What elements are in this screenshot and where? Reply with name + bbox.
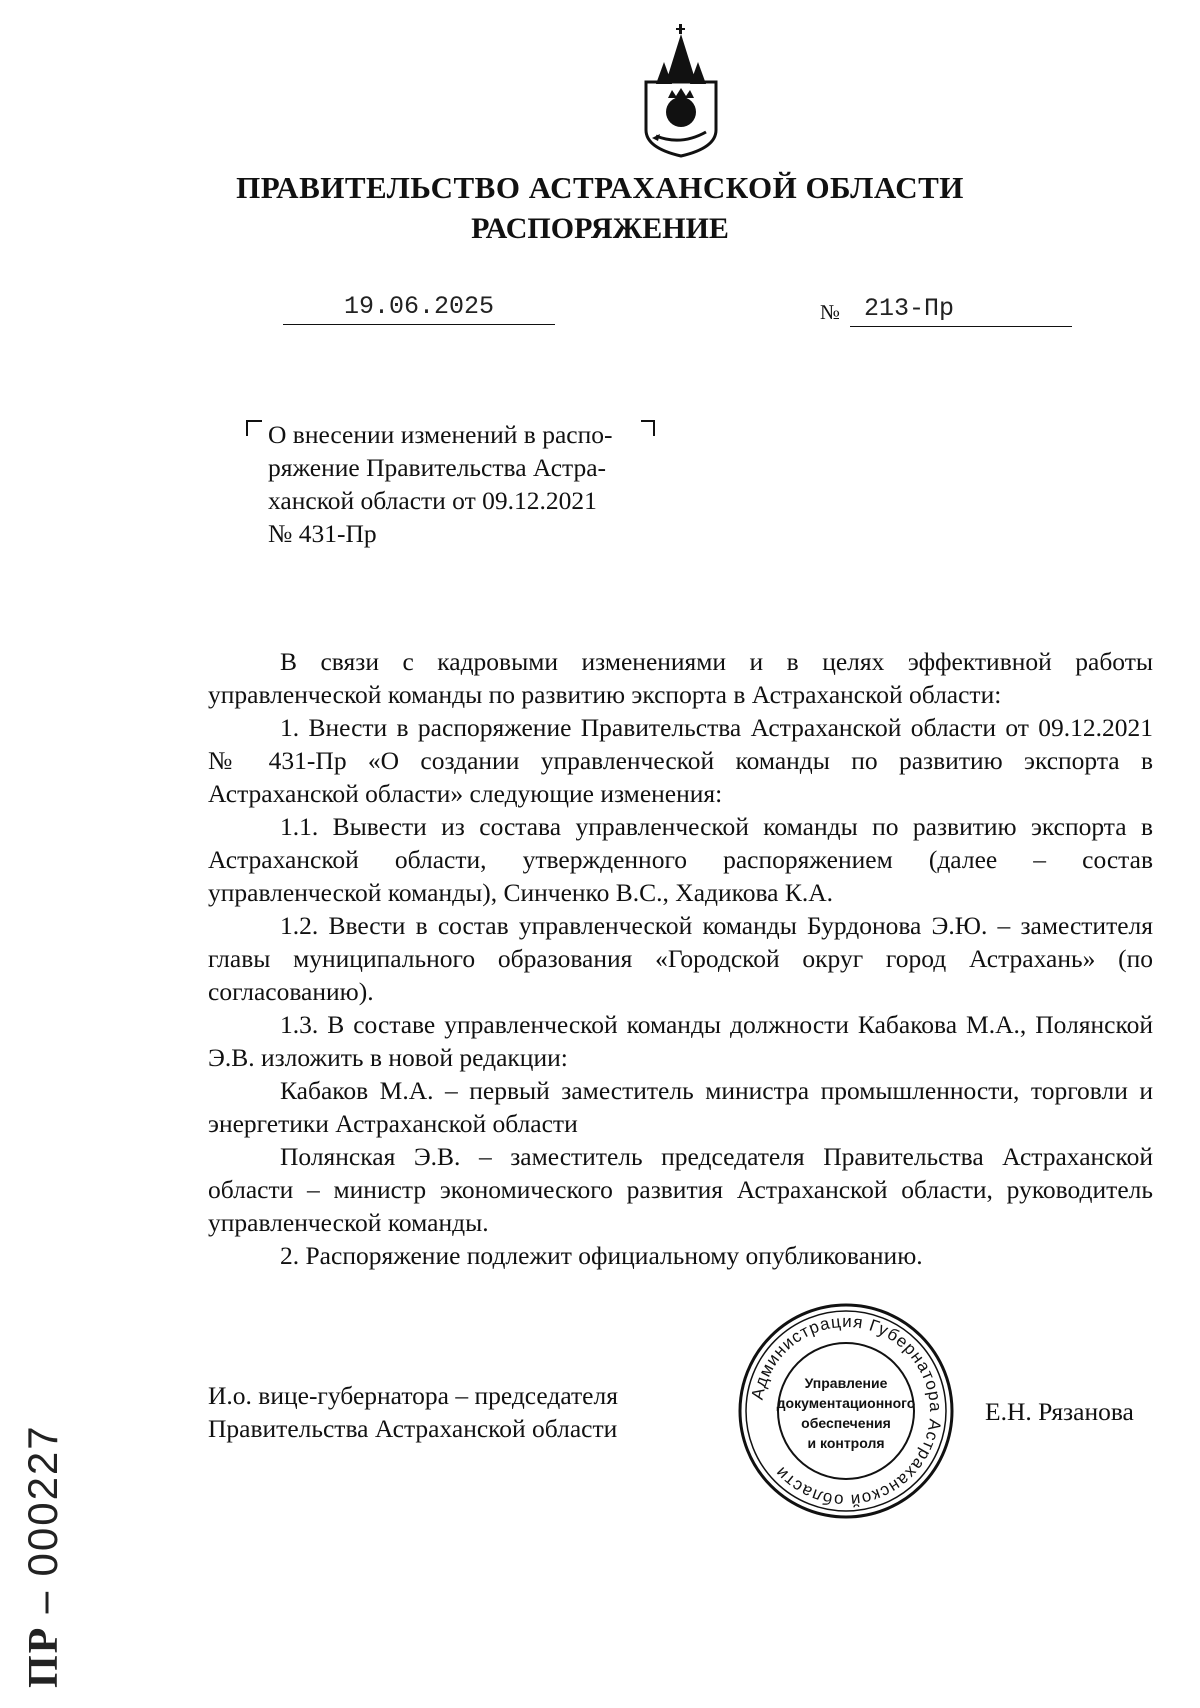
document-type: РАСПОРЯЖЕНИЕ	[471, 212, 729, 245]
stamp-center-line: обеспечения	[801, 1415, 891, 1431]
body-paragraph: 1. Внести в распоряжение Правительства Астраханской области от 09.12.2021 № 431-Пр «О создании управленческой команды по развитию экспорта в Астраханской области» следующие изменения:	[208, 713, 1153, 808]
signatory-title-line: Правительства Астраханской области	[208, 1414, 618, 1443]
official-stamp	[735, 1300, 957, 1522]
coat-of-arms-emblem	[636, 22, 726, 160]
subject-line: О внесении изменений в распо-	[268, 420, 613, 449]
body-paragraph: Кабаков М.А. – первый заместитель министра промышленности, торговли и энергетики Астраханской области	[208, 1076, 1153, 1138]
registration-number: 000227	[19, 1424, 66, 1577]
body-paragraph: Полянская Э.В. – заместитель председателя Правительства Астраханской области – министр экономического развития Астраханской области, руководитель управленческой команды.	[208, 1142, 1153, 1237]
document-subject	[268, 418, 648, 550]
registration-number-block	[14, 1388, 74, 1688]
subject-line: № 431-Пр	[268, 519, 377, 548]
document-body	[208, 645, 1153, 1272]
subject-bracket-left	[246, 420, 262, 436]
registration-prefix: ПР –	[21, 1590, 67, 1688]
stamp-center-line: и контроля	[807, 1435, 885, 1451]
document-number: 213-Пр	[864, 294, 955, 323]
document-date: 19.06.2025	[343, 292, 495, 321]
stamp-center-line: Управление	[804, 1375, 888, 1391]
number-underline	[850, 326, 1072, 327]
subject-line: ряжение Правительства Астра-	[268, 453, 607, 482]
subject-line: ханской области от 09.12.2021	[268, 486, 597, 515]
organization-title: ПРАВИТЕЛЬСТВО АСТРАХАНСКОЙ ОБЛАСТИ	[236, 170, 964, 205]
signatory-title-line: И.о. вице-губернатора – председателя	[208, 1381, 618, 1410]
body-paragraph: 2. Распоряжение подлежит официальному опубликованию.	[280, 1241, 923, 1270]
stamp-center-line: документационного	[776, 1395, 916, 1411]
number-label: №	[820, 300, 841, 324]
signatory-title	[208, 1379, 618, 1445]
date-underline	[283, 324, 555, 325]
signatory-name: Е.Н. Рязанова	[985, 1397, 1134, 1426]
body-paragraph: 1.2. Ввести в состав управленческой команды Бурдонова Э.Ю. – заместителя главы муниципального образования «Городской округ город Астрахань» (по согласованию).	[208, 911, 1153, 1006]
body-paragraph: 1.1. Вывести из состава управленческой команды по развитию экспорта в Астраханской области, утвержденного распоряжением (далее – состав управленческой команды), Синченко В.С., Хадикова К.А.	[208, 812, 1153, 907]
body-paragraph: 1.3. В составе управленческой команды должности Кабакова М.А., Полянской Э.В. изложить в новой редакции:	[208, 1010, 1153, 1072]
stamp-ring-text: Администрация Губернатора Астраханской области	[747, 1311, 946, 1511]
body-paragraph: В связи с кадровыми изменениями и в целях эффективной работы управленческой команды по развитию экспорта в Астраханской области:	[208, 647, 1153, 709]
